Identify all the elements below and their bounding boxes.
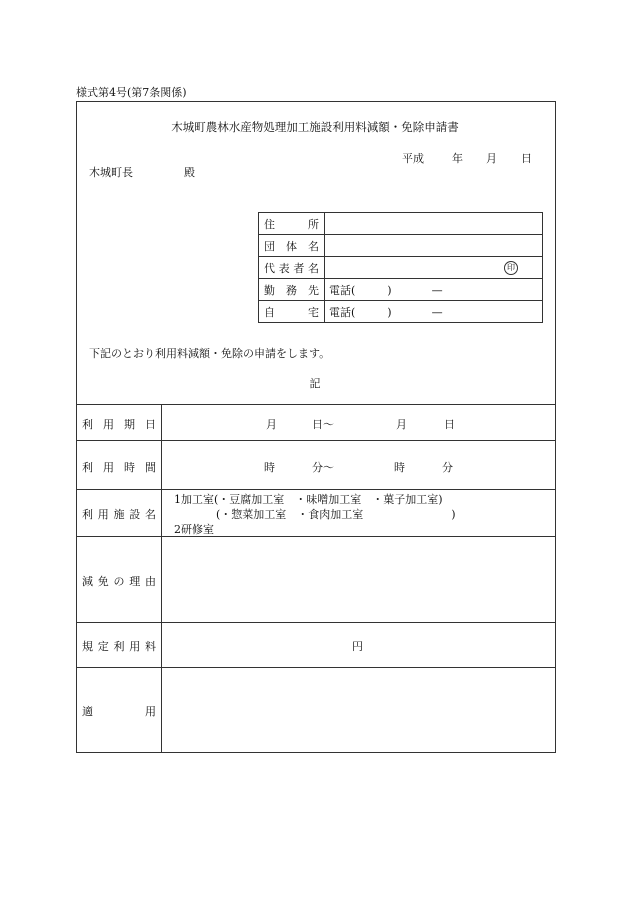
- time-min-2: 分: [442, 461, 453, 474]
- home-tel-dash: —: [431, 305, 443, 319]
- addressee-honorific: 殿: [184, 166, 195, 179]
- period-label: 利用期日: [82, 418, 156, 431]
- divider: [76, 404, 556, 405]
- divider: [76, 622, 556, 623]
- facility-label: 利用施設名: [82, 508, 156, 521]
- period-day-1: 日〜: [312, 418, 334, 431]
- divider: [76, 489, 556, 490]
- facility-line-1: 1加工室(・豆腐加工室 ・味噌加工室 ・菓子加工室): [174, 493, 443, 506]
- home-phone-field[interactable]: [325, 301, 543, 323]
- address-label: 住 所: [259, 213, 325, 235]
- remarks-label: 適 用: [82, 705, 156, 718]
- facility-line-2: (・惣菜加工室 ・食肉加工室 ): [216, 508, 456, 521]
- divider: [76, 440, 556, 441]
- column-divider: [161, 404, 162, 753]
- facility-line-3: 2研修室: [174, 523, 214, 536]
- addressee-name: 木城町長: [89, 166, 133, 179]
- fee-label: 規定利用料: [82, 640, 156, 653]
- form-number: 様式第4号(第7条関係): [76, 86, 187, 99]
- period-month-1: 月: [266, 418, 277, 431]
- time-label: 利用時間: [82, 461, 156, 474]
- group-row: [259, 235, 543, 257]
- seal-icon: 印: [504, 261, 518, 275]
- date-day-unit: 日: [521, 152, 532, 165]
- work-tel-close: ): [387, 283, 392, 297]
- rep-row: [259, 257, 543, 279]
- date-month-unit: 月: [486, 152, 497, 165]
- work-tel-dash: —: [431, 283, 443, 297]
- fee-unit: 円: [352, 640, 363, 653]
- date-year-unit: 年: [452, 152, 463, 165]
- work-label: 勤 務 先: [259, 279, 325, 301]
- date-era: 平成: [402, 152, 424, 165]
- divider: [76, 536, 556, 537]
- form-title: 木城町農林水産物処理加工施設利用料減額・免除申請書: [171, 120, 459, 134]
- applicant-table: [258, 212, 543, 323]
- home-row: [259, 301, 543, 323]
- work-phone-field[interactable]: [325, 279, 543, 301]
- time-hour-1: 時: [264, 461, 275, 474]
- reason-label: 減免の理由: [82, 575, 156, 588]
- group-label: 団 体 名: [259, 235, 325, 257]
- divider: [76, 667, 556, 668]
- time-min-1: 分〜: [312, 461, 334, 474]
- rep-label: 代表者名: [259, 257, 325, 279]
- home-label: 自 宅: [259, 301, 325, 323]
- address-field[interactable]: [325, 213, 543, 235]
- work-tel-open: 電話(: [329, 283, 356, 297]
- group-field[interactable]: [325, 235, 543, 257]
- work-row: [259, 279, 543, 301]
- rep-field[interactable]: [325, 257, 543, 279]
- ki-heading: 記: [309, 377, 321, 390]
- period-day-2: 日: [444, 418, 455, 431]
- address-row: [259, 213, 543, 235]
- home-tel-close: ): [387, 305, 392, 319]
- home-tel-open: 電話(: [329, 305, 356, 319]
- time-hour-2: 時: [394, 461, 405, 474]
- statement: 下記のとおり利用料減額・免除の申請をします。: [89, 347, 331, 360]
- period-month-2: 月: [396, 418, 407, 431]
